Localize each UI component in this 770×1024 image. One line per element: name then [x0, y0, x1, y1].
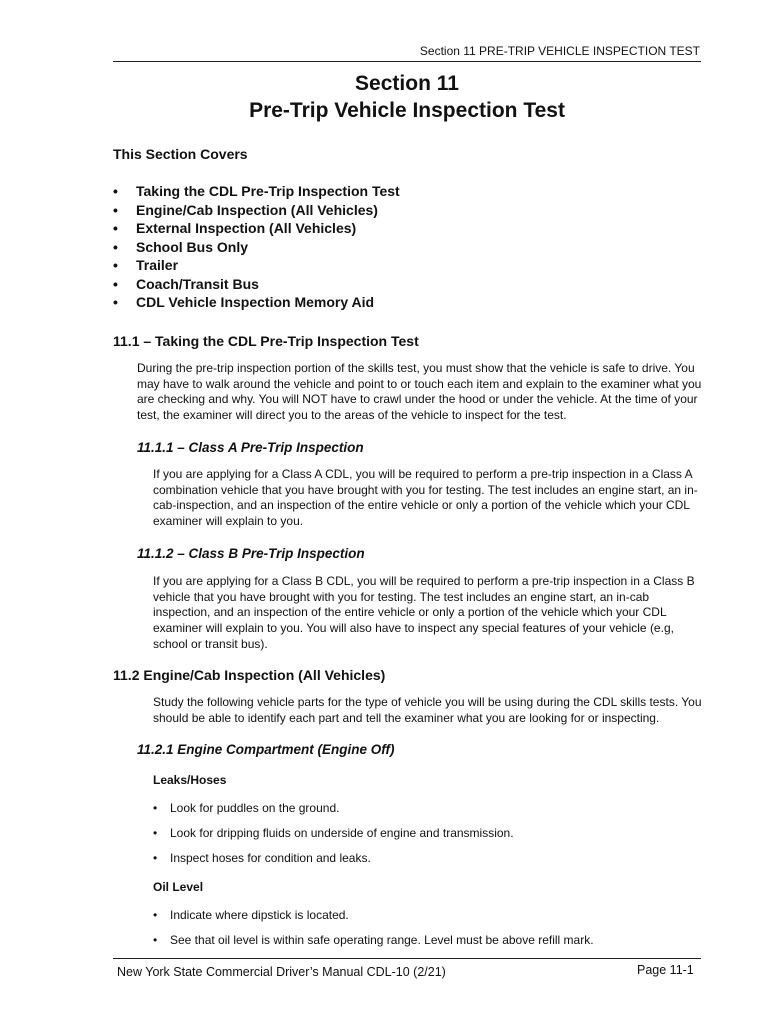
list-item: • Inspect hoses for condition and leaks. — [153, 851, 514, 876]
leaks-hoses-list — [153, 801, 514, 876]
covers-item: • School Bus Only — [113, 238, 400, 257]
list-item: • Look for dripping fluids on underside of engine and transmission. — [153, 826, 514, 851]
heading-11-1-1: 11.1.1 – Class A Pre-Trip Inspection — [137, 440, 364, 455]
paragraph-11-1-2: If you are applying for a Class B CDL, you will be required to perform a pre-trip inspection in a Class B vehicle that you have brought with you for testing. The test includes an engine start, an in-cab inspection, and an inspection of the entire vehicle or only a portion of the vehicle which your CDL examiner will explain to you. You will also have to inspect any special features of your vehicle (e.g, school or transit bus). — [153, 574, 695, 651]
footer-rule — [113, 958, 701, 959]
heading-11-2-1: 11.2.1 Engine Compartment (Engine Off) — [137, 742, 395, 757]
footer-manual-title: New York State Commercial Driver’s Manual CDL-10 (2/21) — [117, 965, 446, 979]
covers-item: • Trailer — [113, 256, 400, 275]
page-number: Page 11-1 — [637, 963, 694, 977]
heading-11-2: 11.2 Engine/Cab Inspection (All Vehicles) — [113, 667, 386, 683]
covers-item: • CDL Vehicle Inspection Memory Aid — [113, 293, 400, 312]
oil-level-list — [153, 908, 594, 958]
page-title-section-number: Section 11 — [355, 72, 459, 95]
running-header: Section 11 PRE-TRIP VEHICLE INSPECTION TEST — [419, 44, 700, 58]
page-title: Pre-Trip Vehicle Inspection Test — [249, 99, 565, 122]
section-covers-list — [113, 182, 400, 312]
heading-11-1: 11.1 – Taking the CDL Pre-Trip Inspection Test — [113, 333, 419, 349]
header-rule — [113, 61, 701, 62]
section-covers-heading: This Section Covers — [113, 146, 248, 162]
list-item: • See that oil level is within safe operating range. Level must be above refill mark. — [153, 933, 594, 958]
covers-item: • Engine/Cab Inspection (All Vehicles) — [113, 201, 400, 220]
subheading-leaks-hoses: Leaks/Hoses — [153, 773, 227, 787]
covers-item: • Taking the CDL Pre-Trip Inspection Test — [113, 182, 400, 201]
subheading-oil-level: Oil Level — [153, 880, 204, 894]
covers-item: • Coach/Transit Bus — [113, 275, 400, 294]
paragraph-11-1-1: If you are applying for a Class A CDL, you will be required to perform a pre-trip inspection in a Class A combination vehicle that you have brought with you for testing. The test includes an engine start, an in-cab-inspection, and an inspection of the entire vehicle or only a portion of the vehicle which your CDL examiner will explain to you. — [153, 467, 698, 529]
list-item: • Look for puddles on the ground. — [153, 801, 514, 826]
heading-11-1-2: 11.1.2 – Class B Pre-Trip Inspection — [137, 546, 365, 561]
list-item: • Indicate where dipstick is located. — [153, 908, 594, 933]
paragraph-11-1: During the pre-trip inspection portion of the skills test, you must show that the vehicle is safe to drive. You may have to walk around the vehicle and point to or touch each item and explain to the examiner what you are checking and why. You will NOT have to crawl under the hood or under the vehicle. At the time of your test, the examiner will direct you to the areas of the vehicle to inspect for the test. — [137, 361, 702, 423]
covers-item: • External Inspection (All Vehicles) — [113, 219, 400, 238]
paragraph-11-2: Study the following vehicle parts for the type of vehicle you will be using during the CDL skills tests. You should be able to identify each part and tell the examiner what you are looking for or inspecting. — [153, 695, 702, 725]
